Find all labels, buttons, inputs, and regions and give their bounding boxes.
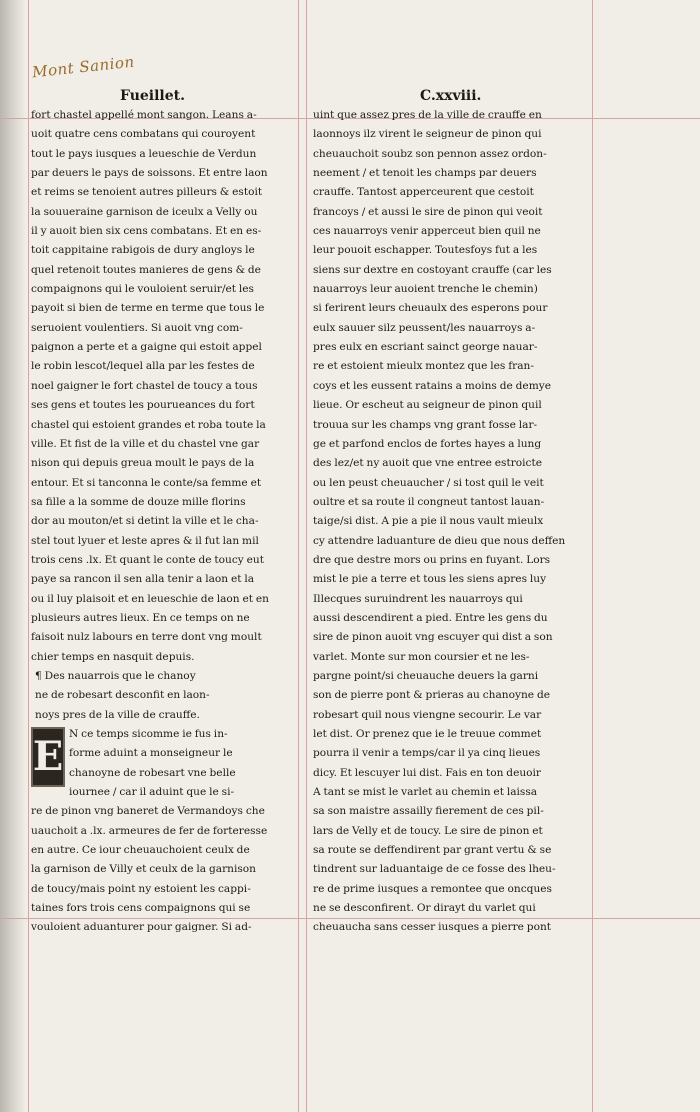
text-line: dor au mouton/et si detint la ville et le cha- [31,515,259,528]
text-line: eulx sauuer silz peussent/les nauarroys a- [313,321,536,334]
text-line: en autre. Ce iour cheuauchoient ceulx de [31,844,250,857]
heading-line: noys pres de la ville de crauffe. [35,708,200,721]
handwritten-margin-note: Mont Sanion [31,52,136,82]
text-line: pourra il venir a temps/car il ya cinq lieues [313,747,541,760]
running-header-left: Fueillet. [120,88,185,104]
text-line: taines fors trois cens compaignons qui se [31,902,251,915]
text-line: re de pinon vng baneret de Vermandoys che [31,805,265,818]
text-line: lars de Velly et de toucy. Le sire de pinon et [313,824,543,837]
text-line: cheuauchoit soubz son pennon assez ordon- [313,147,547,160]
text-line: entour. Et si tanconna le conte/sa femme et [31,476,262,489]
text-line: aussi descendirent a pied. Entre les gens du [313,611,548,624]
left-body-text [31,106,293,667]
text-line: compaignons qui le vouloient seruir/et les [31,283,254,296]
text-line: ou il luy plaisoit et en leueschie de laon et en [31,592,269,605]
text-line: ces nauarroys venir apperceut bien quil ne [313,225,541,238]
text-line: cheuaucha sans cesser iusques a pierre pont [313,921,552,934]
running-header-right: C.xxviii. [420,88,482,104]
ruling-line [306,0,307,1112]
text-line: crauffe. Tantost appercеurent que cestoit [313,186,534,199]
chapter-heading [31,667,293,725]
text-line: il y auoit bien six cens combatans. Et en es- [31,225,262,238]
text-line: ou len peust cheuaucher / si tost quil le veit [313,476,544,489]
text-line: coys et les eussent ratains a moins de demye [313,379,551,392]
text-line: forme aduint a monseigneur le [69,747,233,760]
text-line: uint que assez pres de la ville de crauffe en [313,109,542,121]
ruling-line [592,0,593,1112]
text-line: N ce temps sicomme ie fus in- [69,728,228,740]
text-line: dicy. Et lescuyer lui dist. Fais en ton deuoir [313,766,542,779]
text-line: le robin lescot/lequel alla par les festes de [31,360,255,373]
text-line: paignon a perte et a gaigne qui estoit appel [31,341,262,354]
text-line: lieue. Or escheut au seigneur de pinon quil [313,399,542,412]
text-line: uauchoit a .lx. armeures de fer de forteresse [31,824,268,837]
text-line: la souueraine garnison de iceulx a Velly ou [31,205,258,218]
binding-gutter [0,0,26,1112]
text-line: vouloient aduanturer pour gaigner. Si ad- [31,921,252,934]
text-line: mist le pie a terre et tous les siens apres luy [313,573,547,586]
text-line: A tant se mist le varlet au chemin et laissa [313,786,538,799]
text-line: sire de pinon auoit vng escuyer qui dist a son [313,631,553,644]
text-line: taige/si dist. A pie a pie il nous vault mieulx [313,515,544,528]
text-line: paye sa rancon il sen alla tenir a laon et la [31,573,255,586]
text-line: stel tout lyuer et leste apres & il fut lan mil [31,534,259,547]
text-line: leur pouoit eschapper. Toutesfoys fut a les [313,244,538,257]
text-line: fort chastel appellé mont sangon. Leans a- [31,109,257,121]
text-line: nauarroys leur auoient trenche le chemin) [313,283,538,296]
text-line: varlet. Monte sur mon coursier et ne les- [313,650,530,663]
text-line: uoit quatre cens combatans qui couroyent [31,128,256,141]
text-line: iournee / car il aduint que le si- [69,786,235,799]
text-line: chastel qui estoient grandes et roba toute la [31,418,266,431]
right-text-column [313,106,585,938]
text-line: oultre et sa route il congneut tantost lauan- [313,495,545,508]
text-line: francoys / et aussi le sire de pinon qui veoit [313,205,543,218]
text-line: let dist. Or prenez que ie le treuue commet [313,728,542,740]
text-line: pargne point/si cheuauche deuers la garni [313,669,539,682]
text-line: seruoient voulentiers. Si auoit vng com- [31,321,243,334]
text-line: tindrent sur laduantaige de ce fosse des lheu- [313,863,556,876]
text-line: pres eulx en escriant sainct george nauar- [313,341,538,354]
text-line: payoit si bien de terme en terme que tous le [31,302,265,315]
decorated-initial: E [31,727,65,787]
text-line: la garnison de Villy et ceulx de la garnison [31,863,256,876]
text-line: des lez/et ny auoit que vne entree estroicte [313,457,543,470]
text-line: chanoyne de robesart vne belle [69,766,236,779]
text-line: sa son maistre assailly fierement de ces pil- [313,805,544,818]
text-line: sa route se deffendirent par grant vertu & se [313,844,552,857]
text-line: ne se desconfirent. Or dirayt du varlet qui [313,902,536,915]
ruling-line [28,0,29,1112]
text-line: plusieurs autres lieux. En ce temps on ne [31,611,250,624]
text-line: laonnoys ilz virent le seigneur de pinon qui [313,128,542,141]
text-line: de toucy/mais point ny estoient les cappi- [31,882,251,895]
left-text-column [31,106,293,938]
text-line: cy attendre laduanture de dieu que nous deffen [313,534,566,547]
text-line: ge et parfond enclos de fortes hayes a lung [313,437,542,450]
text-line: si ferirent leurs cheuaulx des esperons pour [313,302,548,315]
left-body-text-2 [31,725,293,938]
text-line: siens sur dextre en costoyant crauffe (car les [313,263,552,276]
text-line: Illecques suruindrent les nauarroys qui [313,592,523,605]
text-line: noel gaigner le fort chastel de toucy a tous [31,379,258,392]
text-line: toit cappitaine rabigois de dury angloys le [31,244,255,257]
heading-line: ¶ Des nauarrois que le chanoy [35,669,196,682]
text-line: nison qui depuis greua moult le pays de la [31,457,255,470]
ruling-line [298,0,299,1112]
text-line: ville. Et fist de la ville et du chastel vne gar [31,437,260,450]
text-line: trois cens .lx. Et quant le conte de toucy eut [31,553,264,566]
text-line: chier temps en nasquit depuis. [31,650,195,663]
text-line: son de pierre pont & prieras au chanoyne de [313,689,550,702]
text-line: re et estoient mieulx montez que les fran- [313,360,534,373]
right-body-text [313,106,585,938]
heading-line: ne de robesart desconfit en laon- [35,689,210,702]
text-line: tout le pays iusques a leueschie de Verdun [31,147,257,160]
text-line: sa fille a la somme de douze mille florins [31,495,246,508]
text-line: dre que destre mors ou prins en fuyant. Lors [313,553,551,566]
text-line: quel retenoit toutes manieres de gens & de [31,263,261,276]
chapter-opening [31,725,293,938]
text-line: robesart quil nous viengne secourir. Le var [313,708,542,721]
text-line: re de prime iusques a remontee que oncques [313,882,552,895]
text-line: ses gens et toutes les pourueances du fort [31,399,255,412]
text-line: par deuers le pays de soissons. Et entre laon [31,167,268,180]
text-line: et reims se tenoient autres pilleurs & estoit [31,186,263,199]
text-line: faisoit nulz labours en terre dont vng moult [31,631,262,644]
text-line: neement / et tenoit les champs par deuers [313,167,537,180]
text-line: trouua sur les champs vng grant fosse lar- [313,418,538,431]
